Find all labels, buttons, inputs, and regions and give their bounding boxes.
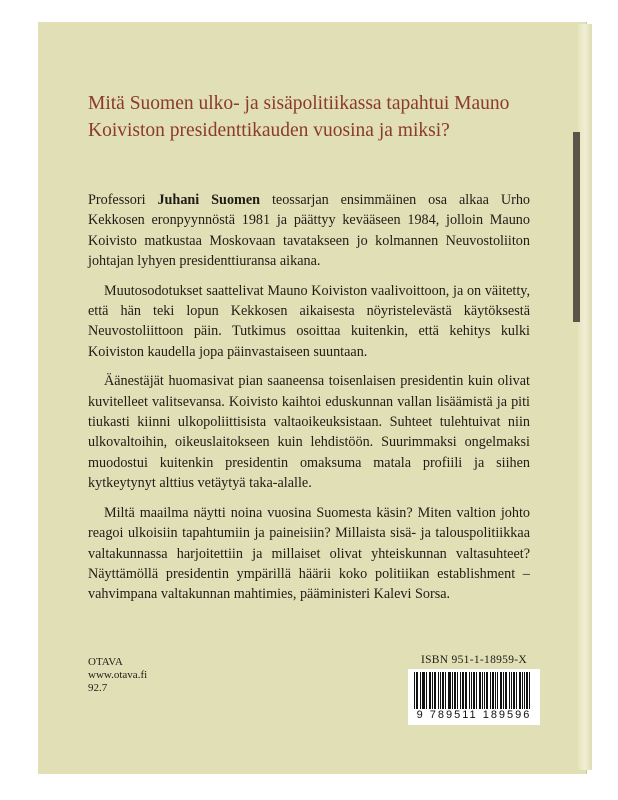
barcode-bar — [527, 672, 528, 710]
blurb-paragraph-1-rest: teossarjan ensimmäinen osa alkaa Urho Kekkosen eronpyynnöstä 1981 ja päättyy kevääseen 1984, jolloin Mauno Koivisto matkustaa Moskovaan tavatakseen jo kolmannen Neuvostoliiton johtajan lyhyen presidenttiuransa aikana. — [88, 192, 531, 270]
barcode-bar — [526, 672, 527, 710]
cover-headline: Mitä Suomen ulko- ja sisäpolitiikassa tapahtui Mauno Koiviston presidenttikauden vuosina ja miksi? — [88, 93, 510, 141]
barcode-bar — [426, 672, 427, 710]
blurb-paragraph-1 — [88, 190, 530, 272]
blurb-paragraph-1-start: Professori — [88, 192, 158, 208]
barcode-bar — [503, 672, 504, 710]
publisher-url: www.otava.fi — [88, 669, 148, 681]
barcode-bar — [442, 672, 443, 710]
barcode-bar — [448, 672, 449, 710]
barcode-bar — [519, 672, 520, 710]
barcode-bar — [452, 672, 453, 710]
barcode-bar — [501, 672, 502, 710]
barcode-bar — [414, 672, 415, 710]
blurb-paragraph-4: Miltä maailma näytti noina vuosina Suomesta käsin? Miten valtion johto reagoi ulkoisiin tapahtumiin ja paineisiin? Millaista sisä- ja talouspolitiikkaa valtakunnassa harjoitettiin ja millaiset olivat yhteiskunnan valtasuhteet? Näyttämöllä presidentin ympärillä häärii koko politiikan establishment – vahvimpana valtakunnan mahtimies, pääministeri Kalevi Sorsa. — [88, 504, 530, 603]
blurb-paragraph-3: Äänestäjät huomasivat pian saaneensa toisenlaisen presidentin kuin olivat kuvitelleet valitsevansa. Koivisto kaihtoi eduskunnan vallan lisäämistä ja piti tiukasti kiinni ulkopoliittisista valtaoikeuksistaan. Suhteet tulehtuivat niin ulkovaltoihin, oikeuslaitokseen kuin lehdistöön. Suurimmaksi ongelmaksi muodostui kuitenkin presidentin omaksuma matala profiili ja siihen kytkeytynyt alttius vetäytyä taka-alalle. — [88, 373, 530, 492]
barcode-bar — [513, 672, 514, 710]
barcode-bar — [509, 672, 510, 710]
blurb-text — [88, 190, 530, 614]
barcode-bar — [445, 672, 446, 710]
barcode-bar — [487, 672, 488, 710]
barcode-digits: 9 789511 189596 — [408, 709, 540, 721]
barcode-bar — [497, 672, 498, 710]
blurb-paragraph-2: Muutosodotukset saattelivat Mauno Koiviston vaalivoittoon, ja on väitetty, että hän teki lopun Kekkosen aikaisesta nöyristelevästä käytöksestä Neuvostoliittoon päin. Tutkimus osoittaa kuitenkin, että kehitys kulki Koiviston kaudella jopa päinvastaiseen suuntaan. — [88, 282, 530, 360]
barcode-bar — [520, 672, 521, 710]
barcode-bar — [522, 672, 523, 710]
barcode-bar — [440, 672, 441, 710]
barcode-bar — [457, 672, 458, 710]
publisher-name: OTAVA — [88, 656, 123, 668]
barcode-bar — [524, 672, 525, 710]
barcode-bar — [424, 672, 425, 710]
publisher-info — [88, 656, 147, 695]
barcode-bar — [495, 672, 496, 710]
barcode-bar — [492, 672, 493, 710]
barcode-bar — [469, 672, 470, 710]
publisher-code: 92.7 — [88, 682, 108, 694]
barcode-bar — [480, 672, 481, 710]
barcode-bar — [460, 672, 461, 710]
barcode-bar — [434, 672, 435, 710]
barcode-bar — [449, 672, 450, 710]
barcode-bar — [471, 672, 472, 710]
barcode-bar — [514, 672, 515, 710]
barcode-bar — [490, 672, 491, 710]
barcode-bar — [465, 672, 466, 710]
barcode-bar — [432, 672, 433, 710]
barcode-bar — [423, 672, 424, 710]
barcode-bar — [484, 672, 485, 710]
barcode-bar — [482, 672, 483, 710]
barcode-bar — [438, 672, 439, 710]
barcode-bar — [430, 672, 431, 710]
barcode-bar — [455, 672, 456, 710]
barcode-bar — [473, 672, 474, 710]
barcode-bar — [435, 672, 436, 710]
barcode-bar — [486, 672, 487, 710]
author-name: Juhani Suomen — [157, 192, 261, 208]
barcode-bar — [476, 672, 477, 710]
barcode-bar — [429, 672, 430, 710]
barcode-bar — [500, 672, 501, 710]
barcode-bar — [416, 672, 417, 710]
barcode-bar — [516, 672, 517, 710]
barcode-bar — [463, 672, 464, 710]
barcode-bar — [474, 672, 475, 710]
barcode-bar — [420, 672, 421, 710]
barcode-bar — [422, 672, 423, 710]
barcode-bar — [505, 672, 506, 710]
barcode-bar — [443, 672, 444, 710]
isbn-label: ISBN 951-1-18959-X — [420, 654, 528, 666]
barcode-bar — [450, 672, 451, 710]
barcode-bar — [466, 672, 467, 710]
barcode-bar — [511, 672, 512, 710]
book-spine-edge — [578, 24, 592, 770]
barcode-bar — [479, 672, 480, 710]
barcode-bar — [462, 672, 463, 710]
barcode-bar — [506, 672, 507, 710]
barcode-bar — [529, 672, 530, 710]
barcode-bar — [417, 672, 418, 710]
barcode — [408, 669, 540, 725]
barcode-bar — [493, 672, 494, 710]
spine-dark-strip — [573, 132, 580, 322]
barcode-bar — [454, 672, 455, 710]
